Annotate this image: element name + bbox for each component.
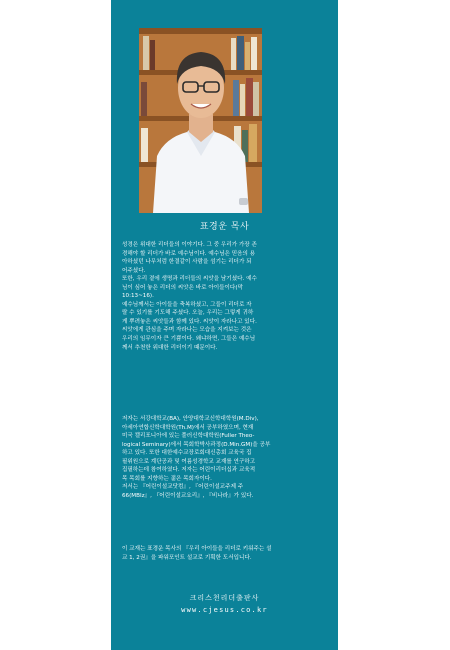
bio-paragraph: 성경은 위대한 리더들의 이야기다. 그 중 우리가 가장 존 경해야 할 리더가 바로 예수님이다. 예수님은 믿음의 용 아하셨던 나무처럼 한결같이 사람을 섬기는 리더가 되 어주셨다. 또한, 우리 곁에 생명과 리더들의 씨앗을 남기셨다. 예수 님이 심어 놓은 리더의 씨앗은 바로 아이들이다(막 10:13~16). 예수님께서는 아이들을 축복하셨고, 그들이 리더로 자 랄 수 있기를 기도해 주셨다. 오늘, 우리는 그렇게 귀하 게 뿌려놓은 씨앗들과 함께 있다. 씨앗이 자라나고 있다. 씨앗에게 관심을 주며 자라나는 모습을 지켜보는 것은 우리의 임무이자 큰 기쁨이다. 왜냐하면, 그들은 예수님 께서 추천한 위대한 리더이기 때문이다.	[122, 242, 257, 351]
author-photo	[139, 28, 262, 213]
publisher-name: 크리스천리더출판사	[189, 594, 260, 602]
book-note: 이 교재는 표경운 목사의 『우리 아이들을 리더로 키워주는 설 교 1, 2권』을 파워포인트 설교로 기획한 도서입니다.	[122, 546, 272, 561]
author-profile-paragraph: 저자는 서강대학교(BA), 안양대학교신학대학원(M.Div), 아세아연합신학대학원(Th.M)에서 공부하였으며, 현재 미국 캘리포니아에 있는 풀러신학대학원(Fuller Theo- logical Seminary)에서 목회학박사과정(D.Min.GM)을 공부 하고 있다. 또한 대한예수교장로회대신총회 교육국 집 필위원으로 계단공과 및 여름성경학교 교재를 연구하고 집필하는데 참여하였다. 저자는 어린이리더십과 교육적 목 목회를 지향하는 젊은 목회자이다. 저서는 『어린이설교닷컴』, 『어린이설교주제 주 66(MBIz』, 『어린이설교요리』, 『비나라』가 있다.	[122, 416, 271, 499]
publisher-url[interactable]: www.cjesus.co.kr	[181, 606, 268, 614]
author-name-caption: 표경운 목사	[199, 222, 250, 232]
